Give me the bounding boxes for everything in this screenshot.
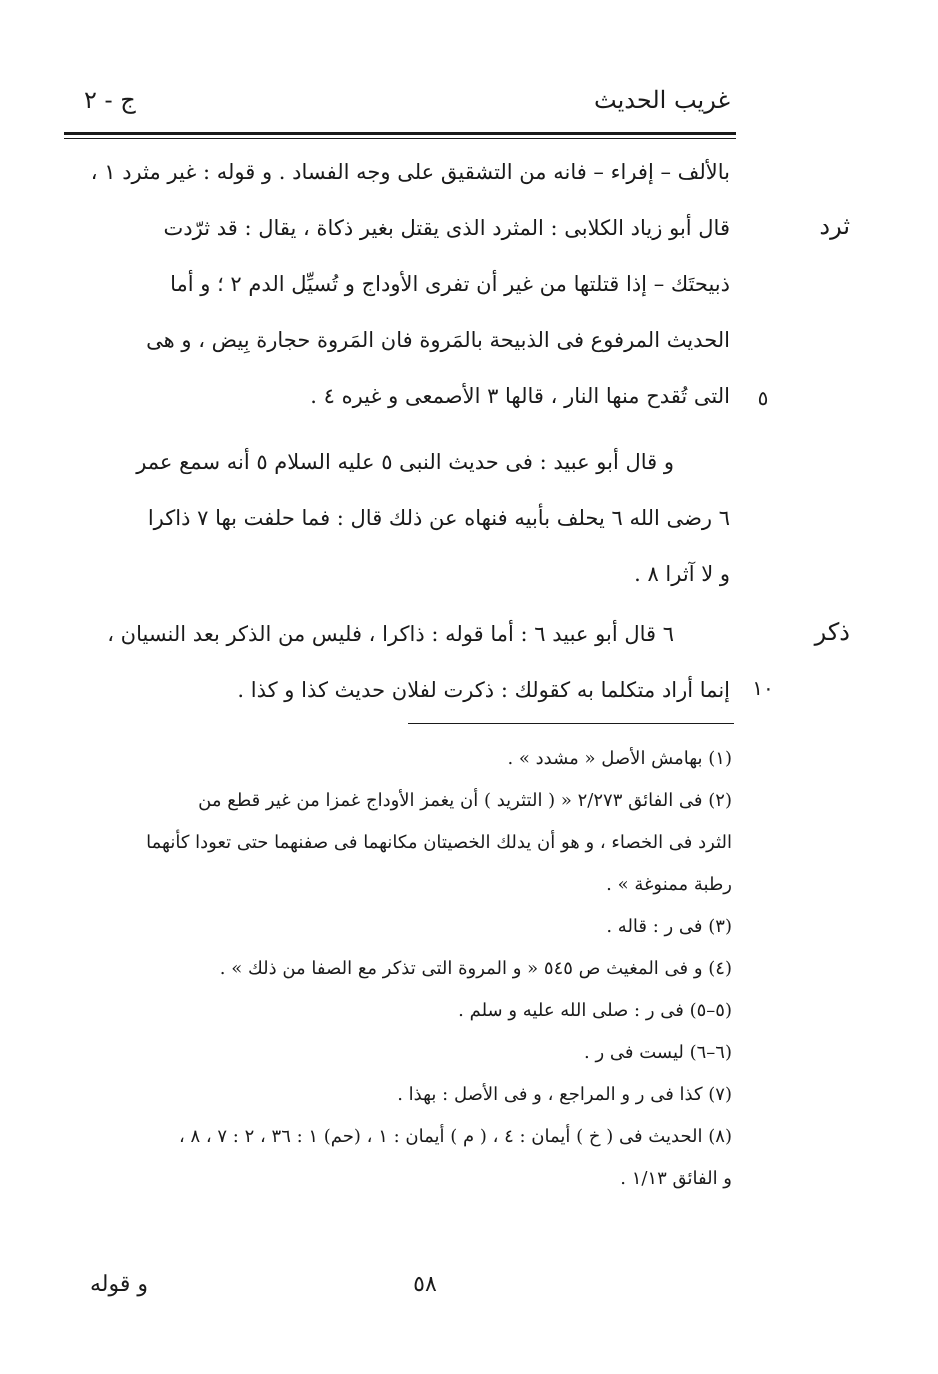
text-line: بالألف – إفراء – فانه من التشقيق على وجه الفساد . و قوله : غير مثرد ١ ، xyxy=(90,160,730,184)
text-line: ذبيحتَك – إذا قتلتها من غير أن تفرى الأوداج و تُسيِّل الدم ٢ ؛ و أما xyxy=(170,272,730,296)
margin-keyword-thard: ثرد xyxy=(819,212,850,240)
footnote-2: (٢) فى الفائق ٢/٢٧٣ « ( التثريد ) أن يغمز الأوداج غمزا من غير قطع من xyxy=(198,790,732,811)
text-line: قال أبو زياد الكلابى : المثرد الذى يقتل بغير ذكاة ، يقال : قد ثرّدت xyxy=(163,216,730,240)
footnotes xyxy=(80,738,732,1200)
footnote-rule xyxy=(408,723,734,724)
paragraph-3 xyxy=(84,606,730,718)
footnote-5: (٥–٥) فى ر : صلى الله عليه و سلم . xyxy=(458,1000,732,1021)
line-number-5: ٥ xyxy=(757,386,769,410)
text-line: و لا آثرا ٨ . xyxy=(634,562,730,586)
catchword: و قوله xyxy=(90,1272,148,1297)
text-line: التى تُقدح منها النار ، قالها ٣ الأصمعى و غيره ٤ . xyxy=(310,384,730,408)
paragraph-2 xyxy=(84,434,730,602)
text-line: الحديث المرفوع فى الذبيحة بالمَروة فان المَروة حجارة بِيض ، و هى xyxy=(146,328,730,352)
footnote-7: (٧) كذا فى ر و المراجع ، و فى الأصل : بهذا . xyxy=(397,1084,732,1105)
footnote-4: (٤) و فى المغيث ص ٥٤٥ « و المروة التى تذكر مع الصفا من ذلك » . xyxy=(219,958,732,979)
text-line: إنما أراد متكلما به كقولك : ذكرت لفلان حديث كذا و كذا . xyxy=(237,678,730,702)
margin-keyword-dhikr: ذكر xyxy=(814,618,850,646)
footnote-6: (٦–٦) ليست فى ر . xyxy=(584,1042,732,1063)
footnote-3: (٣) فى ر : قاله . xyxy=(606,916,732,937)
header-rule-thin xyxy=(64,138,736,139)
footnote-8: (٨) الحديث فى ( خ ) أيمان : ٤ ، ( م ) أيمان : ١ ، (حم) ١ : ٣٦ ، ٢ : ٧ ، ٨ ، xyxy=(178,1126,732,1147)
running-head-volume: ج - ٢ xyxy=(84,86,136,114)
footnote-2-cont: رطبة ممنوغة » . xyxy=(606,874,732,895)
text-line: ٦ رضى الله ٦ يحلف بأبيه فنهاه عن ذلك قال : فما حلفت بها ٧ ذاكرا xyxy=(147,506,730,530)
paragraph-1 xyxy=(84,144,730,424)
running-head-title: غريب الحديث xyxy=(594,86,730,114)
footnote-2-cont: الثرد فى الخصاء ، و هو أن يدلك الخصيتان مكانهما فى صفنهما حتى تعودا كأنهما xyxy=(146,832,732,853)
header-rule-thick xyxy=(64,132,736,135)
text-line: ٦ قال أبو عبيد ٦ : أما قوله : ذاكرا ، فليس من الذكر بعد النسيان ، xyxy=(107,622,674,646)
page-number: ٥٨ xyxy=(413,1272,437,1297)
text-line: و قال أبو عبيد : فى حديث النبى ٥ عليه السلام ٥ أنه سمع عمر xyxy=(136,450,674,474)
footnote-8-cont: و الفائق ١/١٣ . xyxy=(620,1168,732,1189)
line-number-10: ١٠ xyxy=(752,676,774,700)
footnote-1: (١) بهامش الأصل « مشدد » . xyxy=(507,748,732,769)
